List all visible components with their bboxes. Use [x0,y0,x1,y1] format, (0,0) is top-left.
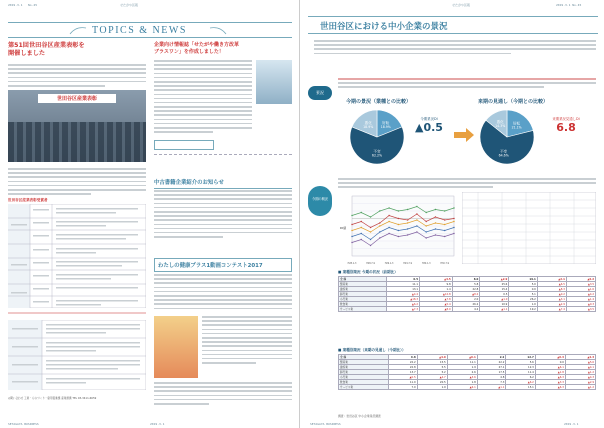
series-point [444,219,445,220]
table-cell: ▲2.9 [480,277,509,282]
table-cell: ▲7.3 [387,307,420,312]
table-cell: ▲4.5 [420,277,453,282]
table-cell: 26.2 [509,297,537,302]
runhead-date: 2019.3.1 [8,3,23,7]
table-cell: 26.2 [452,302,480,307]
di-next-box [540,116,592,156]
series-point [351,224,352,225]
series-point [379,225,380,226]
table-cell: ▲1.2 [565,385,595,390]
awards-table [8,204,146,308]
table-cell: 0.0 [509,287,537,292]
table-cell: 5.8 [452,282,480,287]
right-title-bar [308,16,598,34]
series-point [361,212,362,213]
di-next-value: 6.8 [556,121,576,134]
industry-table-next [338,354,596,390]
table-cell: 11.1 [447,360,477,365]
leaf-decoration-icon [208,26,228,36]
series-point [444,236,445,237]
table-cell: 5.0 [509,282,537,287]
table-cell: 19.1 [509,277,537,282]
table-cell: 22.2 [477,360,506,365]
table-cell: ▲1.1 [477,385,506,390]
table-cell: 0.5 [480,292,509,297]
table-row [339,385,596,390]
table-cell: 2.2 [477,355,506,360]
table-cell: 20.5 [417,380,447,385]
table-cell: ▲6.3 [535,385,565,390]
series-point [388,227,389,228]
pie-slice-value: 21.1% [511,125,522,130]
pie-next [478,108,536,166]
table-cell: 15.1 [506,385,535,390]
table-row [339,307,596,312]
table-cell: 9.8 [420,282,453,287]
series-point [444,224,445,225]
chart-data-table [462,192,596,264]
series-point [407,209,408,210]
table-cell: 22.8 [389,365,418,370]
article-books-title: 中古書籍企業紹介のお知らせ [154,176,292,189]
row-header-cell: サービス業 [339,385,389,390]
magazine-info-box [154,140,214,150]
awards-contact: ◎問い合わせ 工業・ものづくり・雇用促進課 産業連携 TEL 03-3411-6659 [8,397,97,400]
magazine-cover-photo [256,60,292,104]
series-point [444,210,445,211]
table-cell: ▲3.1 [537,297,566,302]
series-point [453,207,454,208]
magazine-divider [154,154,292,162]
table-cell: 10.9 [480,302,509,307]
series-point [407,234,408,235]
table-cell: 0.5 [387,277,420,282]
pie-current [348,108,406,166]
row-header-cell: 製造業 [339,360,389,365]
x-tick-label: H28.7-9 [366,262,375,265]
table-cell: 8.0 [452,277,480,282]
series-point [435,228,436,229]
table-cell: ▲4.1 [565,365,595,370]
table-cell: 1.0 [509,302,537,307]
row-header-cell: 製造業 [339,282,387,287]
series-point [416,231,417,232]
row-header-cell: 建設業 [339,287,387,292]
table-cell: ▲8.3 [537,287,566,292]
table-cell: ▲7.8 [420,297,453,302]
row-header-cell: 建設業 [339,365,389,370]
topics-header [8,22,292,38]
chart-di-label: DI値 [340,226,347,230]
table-cell: ▲2.9 [537,302,566,307]
table-cell: 12.3 [506,365,535,370]
di-current-label: 今期業況DI [420,117,438,121]
series-point [388,233,389,234]
table-cell: ▲4.3 [565,375,595,380]
series-point [407,228,408,229]
runfoot-right: 2019.3.1 [150,422,165,426]
table-cell: ▲0.3 [566,302,595,307]
row-header-cell: 小売業 [339,297,387,302]
row-header-cell: サービス業 [339,307,387,312]
series-point [407,222,408,223]
table-cell: 7.0 [389,385,418,390]
series-point [351,236,352,237]
table-cell: ▲4.7 [417,375,447,380]
series-point [435,234,436,235]
table-cell: ▲0.2 [537,292,566,297]
pie-slice-value: 62.2% [371,153,383,158]
series-point [361,233,362,234]
series-point [435,209,436,210]
table2-title: ■ 業種別業況（来期の見通し（今期比）） [338,348,406,352]
table-cell: ▲12.8 [420,292,453,297]
series-point [398,218,399,219]
right-title: 世田谷区における中小企業の景況 [320,22,448,32]
x-tick-label: H30.7-9 [440,262,450,265]
table-cell: ▲18.3 [387,297,420,302]
article-video-title: わたしの健康プラス1動画コンテスト2017 [154,258,292,272]
table-cell: ▲6.2 [566,277,595,282]
series-point [398,224,399,225]
series-point [351,230,352,231]
article-video-contest [154,258,292,420]
pie-slice-label: 好転 [513,121,521,126]
table-cell: ▲1.6 [566,287,595,292]
overview-panel [338,98,596,176]
table-cell: 22.2 [389,360,418,365]
series-point [425,221,426,222]
runhead-issue: No.45 [28,3,38,7]
table-cell: 25.6 [480,282,509,287]
table-cell: ▲6.1 [447,355,477,360]
series-point [453,221,454,222]
table-cell: 17.5 [477,370,506,375]
row-header-cell: 飲食業 [339,380,389,385]
series-point [453,233,454,234]
industry-table-current [338,276,596,312]
series-point [416,225,417,226]
series-point [370,216,371,217]
table-cell: 6.8 [389,355,418,360]
x-tick-label: H29.7-9 [403,262,412,265]
table-cell: ▲8.0 [420,307,453,312]
row-header-cell: 全 体 [339,277,387,282]
runfoot-left: SETAGAYA BUSINESS [8,422,39,426]
table-cell: ▲6.3 [535,375,565,380]
table-cell: 11.4 [506,370,535,375]
table-cell: ▲4.0 [417,355,447,360]
article-magazine-title: 企業向け情報誌「せたがや働き方改革 ブラスワン」を作成しました！ [154,42,240,55]
row-header-cell: 飲食業 [339,302,387,307]
series-point [407,219,408,220]
table-cell: 1.9 [447,365,477,370]
di-current-box [410,116,448,156]
table-cell: 5.1 [509,292,537,297]
table-cell: 27.1 [477,365,506,370]
series-point [398,230,399,231]
video-poster-photo [154,316,198,378]
runfoot-left-right: SETAGAYA BUSINESS [310,422,341,426]
left-page [0,0,300,428]
series-point [361,239,362,240]
table1-title: ■ 業種別業況 今期の状況（前期比） [338,270,398,274]
series-point [388,215,389,216]
x-tick-label: H30.1-3 [421,262,431,265]
x-tick-label: H29.1-3 [384,262,394,265]
series-point [370,239,371,240]
pie-slice-value: 18.9% [380,125,391,130]
article-books [154,176,292,256]
table-cell: 0.0 [535,360,565,365]
awards-table-2 [8,320,146,390]
table-cell: ▲6.5 [537,282,566,287]
topics-title: TOPICS & NEWS [92,25,187,36]
series-point [435,222,436,223]
di-current-value: ▲0.5 [415,121,443,134]
table-cell: 1.4 [420,287,453,292]
pie-slice-label: 不変 [500,149,508,154]
row-header-cell: 小売業 [339,375,389,380]
table-cell: ▲1.2 [565,370,595,375]
side-label-outlook: 景況 [308,86,332,100]
di-next-label: 来期業況見通しDI [552,117,580,121]
table-cell: ▲6.3 [535,355,565,360]
series-point [370,245,371,246]
table-cell: 11.1 [387,282,420,287]
pie-slice-value: 64.6% [498,153,509,158]
table-cell: 5.6 [506,360,535,365]
table-cell: 13.7 [389,370,418,375]
series-point [435,216,436,217]
table-cell: ▲5.6 [565,360,595,365]
pie-slice-label: 悪化 [496,119,504,124]
table-cell: ▲7.4 [537,307,566,312]
series-point [416,213,417,214]
table-cell: ▲8.2 [452,292,480,297]
series-point [425,231,426,232]
outlook-title: 来期の見通し（今期との比較） [478,99,549,105]
table-cell: ▲1.8 [535,370,565,375]
row-header-cell: 全 体 [339,355,389,360]
series-point [388,207,389,208]
arrow-right-icon [454,128,474,142]
row-header-cell: 卸売業 [339,292,387,297]
table-cell: ▲3.3 [535,380,565,385]
table-cell: 2.6 [447,370,477,375]
pie-slice-label: 不変 [373,149,381,154]
awards-photo [8,90,146,162]
table-cell: ▲3.5 [566,307,595,312]
table-cell: ▲3.5 [566,282,595,287]
overview-title: 今期の景況（業種との比較） [346,99,412,105]
series-point [425,212,426,213]
pie-slice-value: 14.3% [495,123,506,128]
series-point [361,221,362,222]
pie-slice-label: 悪化 [364,121,372,126]
table-cell: ▲1.4 [566,297,595,302]
series-point [379,222,380,223]
table-cell: ▲3.6 [447,375,477,380]
table-cell: 4.8 [477,375,506,380]
table-cell: 19.2 [509,307,537,312]
runhead-right: 2019.3.1 No.45 [556,3,582,7]
series-point [351,242,352,243]
row-header-cell: 卸売業 [339,370,389,375]
series-point [453,218,454,219]
series-point [379,231,380,232]
series-point [370,231,371,232]
table-cell: ▲6.1 [447,385,477,390]
table-cell: ▲2.9 [565,380,595,385]
awards-photo-banner: 世田谷区産業表彰 [38,94,116,103]
table-cell: ▲5.4 [420,302,453,307]
table-cell: ▲2.1 [537,277,566,282]
series-point [351,215,352,216]
right-page [302,0,604,428]
series-point [398,210,399,211]
table-cell: 2.0 [452,297,480,302]
series-point [379,210,380,211]
table-cell: 5.5 [417,365,447,370]
table-cell: ▲4.2 [566,292,595,297]
series-point [370,227,371,228]
article-magazine [154,42,292,170]
table-cell: 1.9 [417,385,447,390]
runfoot-right-right: 2019.3.1 [564,422,579,426]
table-cell: ▲6.2 [506,380,535,385]
table-cell: 11.0 [389,380,418,385]
table-cell: ▲1.1 [480,307,509,312]
table-cell: 13.1 [387,287,420,292]
article-awards [8,42,148,420]
table-cell: 12.7 [506,355,535,360]
table-cell: ▲6.1 [535,365,565,370]
series-point [416,206,417,207]
series-point [453,227,454,228]
pie-slice-value: 18.9% [363,125,374,130]
di-line-chart [338,192,458,268]
series-point [425,237,426,238]
table-cell: 15.4 [480,287,509,292]
table-cell: ▲2.3 [565,355,595,360]
series-point [444,230,445,231]
table-cell: 4.2 [452,307,480,312]
pie-slice-label: 好転 [382,121,390,126]
series-point [398,236,399,237]
table-cell: 7.3 [477,380,506,385]
series-point [379,237,380,238]
table-cell: ▲0.5 [389,375,418,380]
table-cell: 22.8 [452,287,480,292]
leaf-decoration-icon [68,26,88,36]
table-cell: 15.5 [417,360,447,365]
table-cell: ▲4.4 [387,292,420,297]
article-awards-title: 第51回世田谷区産業表彰を 開催しました [8,42,85,57]
table-cell: ▲6.2 [387,302,420,307]
runhead-center-right: せたがや区報 [452,3,471,7]
series-point [388,221,389,222]
table-cell: 1.8 [447,380,477,385]
awards-section-heading: 世田谷区産業表彰受賞者 [8,198,48,202]
series-point [416,219,417,220]
table-cell: ▲1.0 [480,297,509,302]
series-point [425,225,426,226]
right-footer-note: 調査：世田谷区 中小企業景況調査 [338,414,381,418]
x-tick-label: H28.1-3 [347,262,357,265]
table-cell: 5.2 [417,370,447,375]
series-point [361,227,362,228]
table-cell: 6.2 [506,375,535,380]
runhead-center: せたがや区報 [120,3,139,7]
side-label-overview: 今期の概況 [308,186,332,216]
